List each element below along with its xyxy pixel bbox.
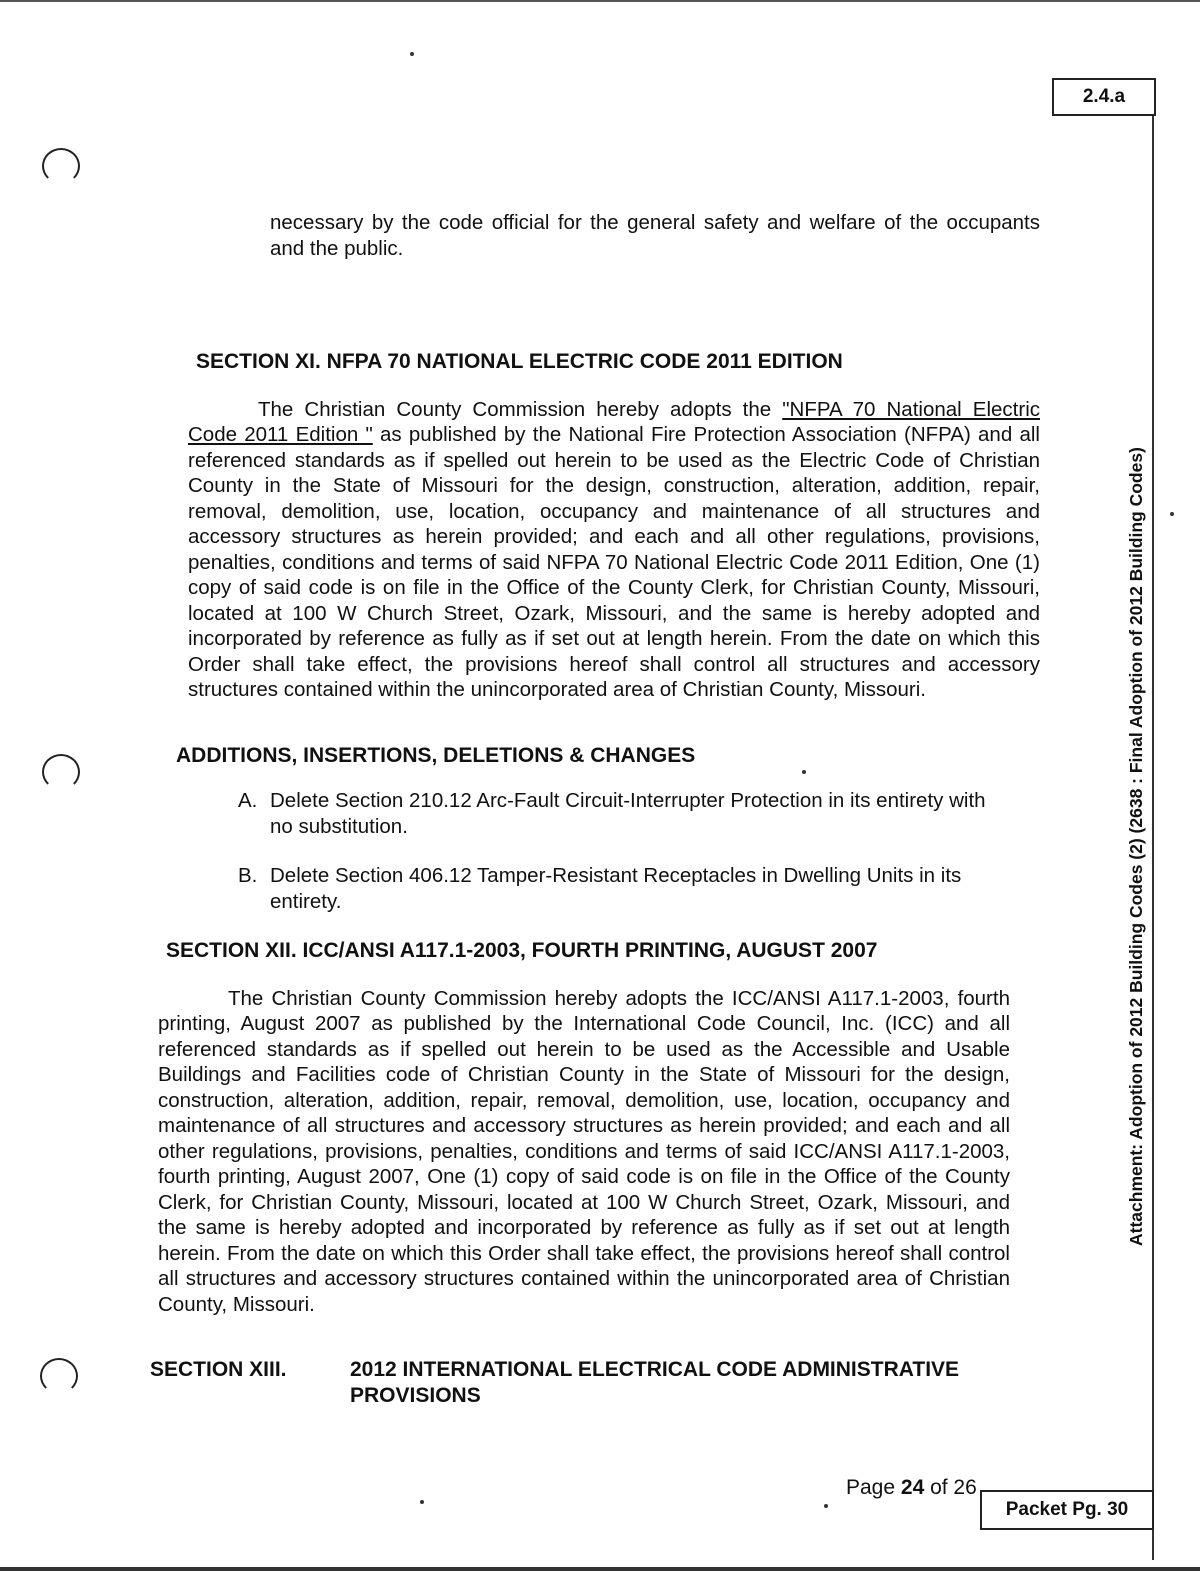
changes-list bbox=[238, 788, 988, 914]
section-xi-body: The Christian County Commission hereby adopts the "NFPA 70 National Electric Code 2011 Edition " as published by the National Fire Protection Association (NFPA) and all referenced standards as if spelled out herein to be used as the Electric Code of Christian County in the State of Missouri for the design, construction, alteration, addition, repair, removal, demolition, use, location, occupancy and maintenance of all structures and accessory structures as herein provided; and each and all other regulations, provisions, penalties, conditions and terms of said NFPA 70 National Electric Code 2011 Edition, One (1) copy of said code is on file in the Office of the County Clerk, for Christian County, Missouri, located at 100 W Church Street, Ozark, Missouri, and the same is hereby adopted and incorporated by reference as fully as if set out at length herein. From the date on which this Order shall take effect, the provisions hereof shall control all structures and accessory structures contained within the unincorporated area of Christian County, Missouri. bbox=[188, 397, 1040, 701]
scan-edge-right bbox=[1152, 80, 1154, 1560]
section-xii-heading: SECTION XII. ICC/ANSI A117.1-2003, FOURTH PRINTING, AUGUST 2007 bbox=[166, 939, 878, 962]
binder-hole-icon bbox=[42, 754, 80, 790]
scan-edge-bottom bbox=[0, 1567, 1200, 1571]
section-xiii-title: 2012 INTERNATIONAL ELECTRICAL CODE ADMINISTRATIVE PROVISIONS bbox=[350, 1358, 960, 1407]
packet-page-stamp: Packet Pg. 30 bbox=[980, 1490, 1154, 1530]
section-xi-heading: SECTION XI. NFPA 70 NATIONAL ELECTRIC CODE 2011 EDITION bbox=[196, 350, 843, 373]
scan-speck bbox=[410, 52, 414, 56]
attachment-sidebar-label: Attachment: Adoption of 2012 Building Codes (2) (2638 : Final Adoption of 2012 Building Codes) bbox=[1126, 447, 1146, 1246]
scan-speck bbox=[824, 1504, 828, 1508]
list-item bbox=[238, 863, 988, 914]
section-xiii-heading bbox=[150, 1357, 1040, 1408]
scan-edge-top bbox=[0, 0, 1200, 2]
binder-hole-icon bbox=[42, 148, 80, 184]
section-xii-body: The Christian County Commission hereby adopts the ICC/ANSI A117.1-2003, fourth printing, August 2007 as published by the International Code Council, Inc. (ICC) and all referenced standards as if spelled out herein to be used as the Accessible and Usable Buildings and Facilities code of Christian County in the State of Missouri for the design, construction, alteration, addition, repair, removal, demolition, use, location, occupancy and maintenance of all structures and accessory structures as herein provided; and each and all other regulations, provisions, penalties, conditions and terms of said ICC/ANSI A117.1-2003, fourth printing, August 2007, One (1) copy of said code is on file in the Office of the County Clerk, for Christian County, Missouri, located at 100 W Church Street, Ozark, Missouri, and the same is hereby adopted and incorporated by reference as fully as if set out at length herein. From the date on which this Order shall take effect, the provisions hereof shall control all structures and accessory structures contained within the unincorporated area of Christian County, Missouri. bbox=[158, 986, 1010, 1316]
list-item-letter: B. bbox=[238, 864, 258, 887]
list-item bbox=[238, 788, 988, 839]
scan-speck bbox=[420, 1500, 424, 1504]
scan-speck bbox=[1170, 512, 1174, 516]
page-number: Page 24 of 26 bbox=[846, 1476, 977, 1499]
agenda-item-stamp: 2.4.a bbox=[1052, 78, 1156, 116]
list-item-text: Delete Section 210.12 Arc-Fault Circuit-Interrupter Protection in its entirety with no substitution. bbox=[270, 789, 986, 838]
intro-continuation: necessary by the code official for the general safety and welfare of the occupants and the public. bbox=[270, 211, 1040, 260]
document-body bbox=[150, 210, 1040, 1408]
binder-hole-icon bbox=[40, 1358, 78, 1394]
list-item-text: Delete Section 406.12 Tamper-Resistant Receptacles in Dwelling Units in its entirety. bbox=[270, 864, 962, 913]
section-xiii-label: SECTION XIII. bbox=[150, 1358, 287, 1381]
list-item-letter: A. bbox=[238, 789, 258, 812]
nfpa-code-title: "NFPA 70 National Electric Code 2011 Edition " bbox=[188, 397, 1040, 446]
changes-heading: ADDITIONS, INSERTIONS, DELETIONS & CHANGES bbox=[176, 743, 696, 767]
